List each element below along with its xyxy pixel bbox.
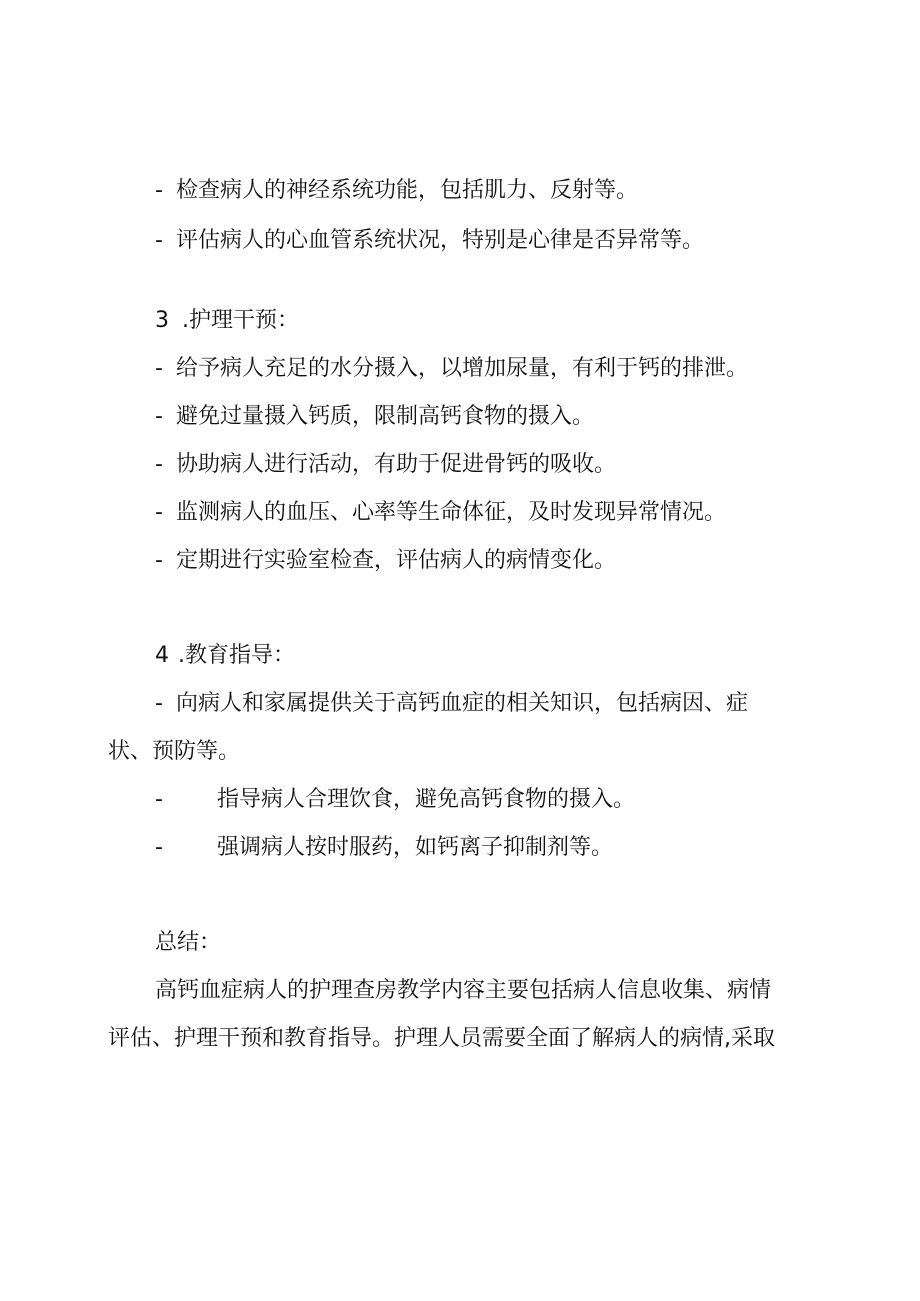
list-item-text: 向病人和家属提供关于高钙血症的相关知识，包括病因、症	[176, 691, 749, 716]
summary-text: 评估、护理干预和教育指导。护理人员需要全面了解病人的病情,采取	[108, 1026, 775, 1051]
list-dash: -	[155, 787, 163, 812]
list-dash: -	[155, 548, 163, 573]
list-item-text: 给予病人充足的水分摄入，以增加尿量，有利于钙的排泄。	[176, 356, 749, 381]
list-item-text: 协助病人进行活动，有助于促进骨钙的吸收。	[176, 452, 617, 477]
list-dash: -	[155, 835, 163, 860]
list-item-text: 评估病人的心血管系统状况，特别是心律是否异常等。	[176, 228, 705, 253]
section-title: .教育指导：	[178, 643, 295, 668]
summary-text: 高钙血症病人的护理查房教学内容主要包括病人信息收集、病情	[155, 978, 772, 1003]
list-dash: -	[155, 691, 163, 716]
list-item-text: 监测病人的血压、心率等生命体征，及时发现异常情况。	[176, 500, 727, 525]
list-dash: -	[155, 228, 163, 253]
list-item-text: 检查病人的神经系统功能，包括肌力、反射等。	[176, 178, 639, 203]
list-item-text: 状、预防等。	[108, 739, 241, 764]
list-dash: -	[155, 178, 163, 203]
list-item-text: 避免过量摄入钙质，限制高钙食物的摄入。	[176, 404, 595, 429]
list-dash: -	[155, 500, 163, 525]
summary-heading-text: 总结：	[155, 930, 222, 955]
list-item-text: 定期进行实验室检查，评估病人的病情变化。	[176, 548, 617, 573]
section-title: .护理干预：	[182, 308, 299, 333]
list-item-text: 强调病人按时服药，如钙离子抑制剂等。	[217, 835, 614, 860]
list-dash: -	[155, 356, 163, 381]
list-dash: -	[155, 452, 163, 477]
section-number: 4	[155, 643, 169, 668]
section-number: 3	[155, 308, 169, 333]
list-item-text: 指导病人合理饮食，避免高钙食物的摄入。	[217, 787, 636, 812]
list-dash: -	[155, 404, 163, 429]
